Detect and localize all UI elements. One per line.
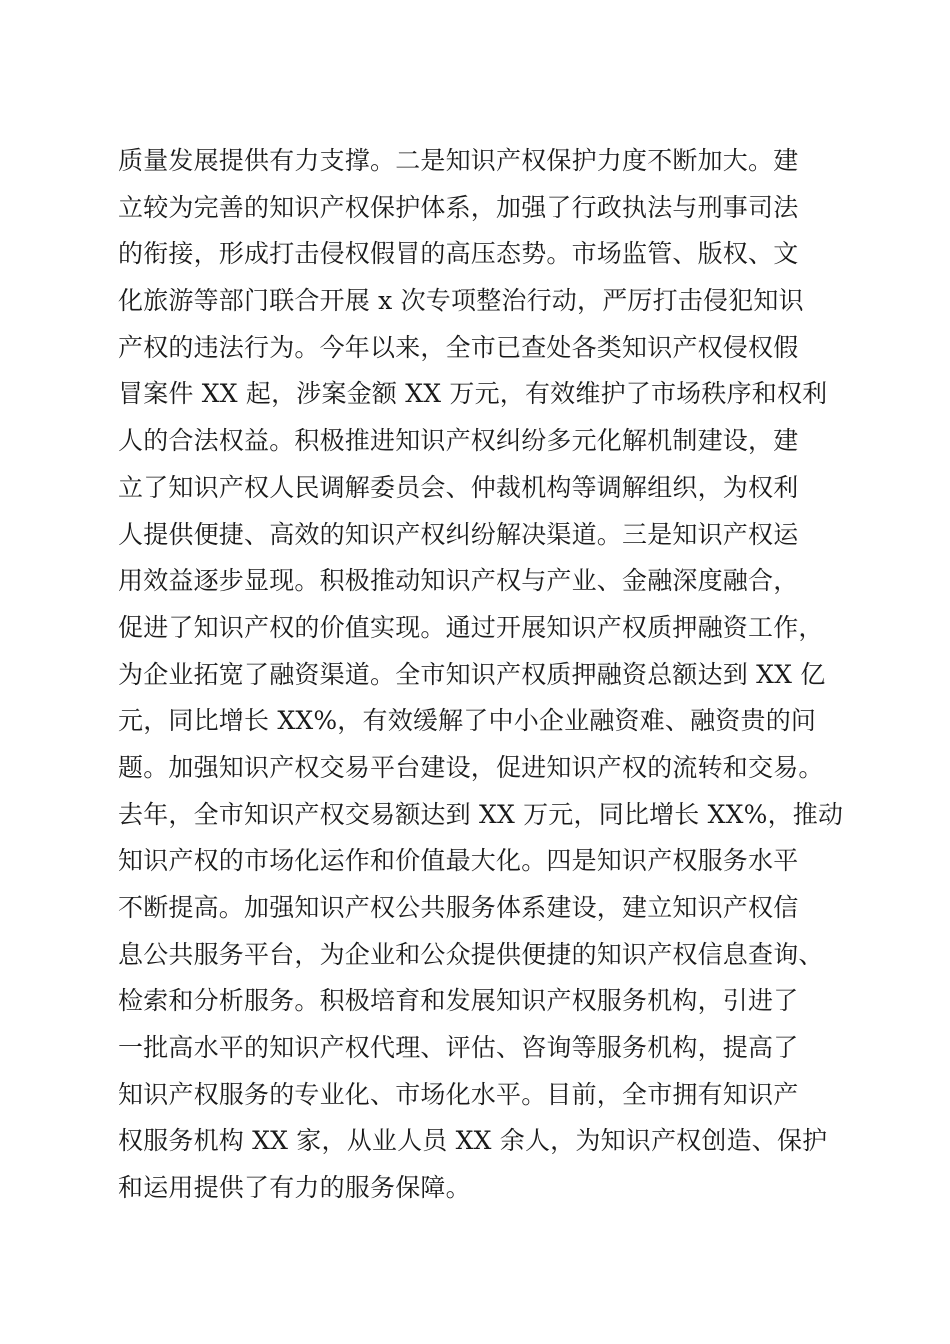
text-line: 产权的违法行为。今年以来，全市已查处各类知识产权侵权假	[118, 332, 799, 362]
text-line: 立较为完善的知识产权保护体系，加强了行政执法与刑事司法	[118, 192, 799, 222]
text-line: 一批高水平的知识产权代理、评估、咨询等服务机构，提高了	[118, 1033, 799, 1063]
text-line: 知识产权服务的专业化、市场化水平。目前，全市拥有知识产	[118, 1079, 799, 1109]
text-line: 题。加强知识产权交易平台建设，促进知识产权的流转和交易。	[118, 752, 824, 782]
text-line: 用效益逐步显现。积极推动知识产权与产业、金融深度融合，	[118, 566, 799, 596]
text-line: 化旅游等部门联合开展 x 次专项整治行动，严厉打击侵犯知识	[118, 286, 804, 316]
text-line: 息公共服务平台，为企业和公众提供便捷的知识产权信息查询、	[118, 939, 824, 969]
text-line: 冒案件 XX 起，涉案金额 XX 万元，有效维护了市场秩序和权利	[118, 379, 828, 409]
text-line: 知识产权的市场化运作和价值最大化。四是知识产权服务水平	[118, 846, 799, 876]
text-line: 为企业拓宽了融资渠道。全市知识产权质押融资总额达到 XX 亿	[118, 659, 826, 689]
text-line: 促进了知识产权的价值实现。通过开展知识产权质押融资工作，	[118, 612, 824, 642]
text-line: 质量发展提供有力支撑。二是知识产权保护力度不断加大。建	[118, 146, 799, 175]
text-line: 权服务机构 XX 家，从业人员 XX 余人，为知识产权创造、保护	[118, 1126, 828, 1156]
text-line: 的衔接，形成打击侵权假冒的高压态势。市场监管、版权、文	[118, 239, 799, 269]
body-paragraph	[118, 138, 848, 1212]
text-line: 人的合法权益。积极推进知识产权纠纷多元化解机制建设，建	[118, 426, 799, 456]
text-line: 立了知识产权人民调解委员会、仲裁机构等调解组织，为权利	[118, 472, 799, 502]
text-line: 去年，全市知识产权交易额达到 XX 万元，同比增长 XX%，推动	[118, 799, 844, 829]
text-line: 不断提高。加强知识产权公共服务体系建设，建立知识产权信	[118, 893, 799, 922]
text-line: 和运用提供了有力的服务保障。	[118, 1173, 471, 1203]
text-line: 元，同比增长 XX%，有效缓解了中小企业融资难、融资贵的问	[118, 706, 817, 736]
text-line: 人提供便捷、高效的知识产权纠纷解决渠道。三是知识产权运	[118, 519, 799, 549]
text-line: 检索和分析服务。积极培育和发展知识产权服务机构，引进了	[118, 986, 799, 1016]
